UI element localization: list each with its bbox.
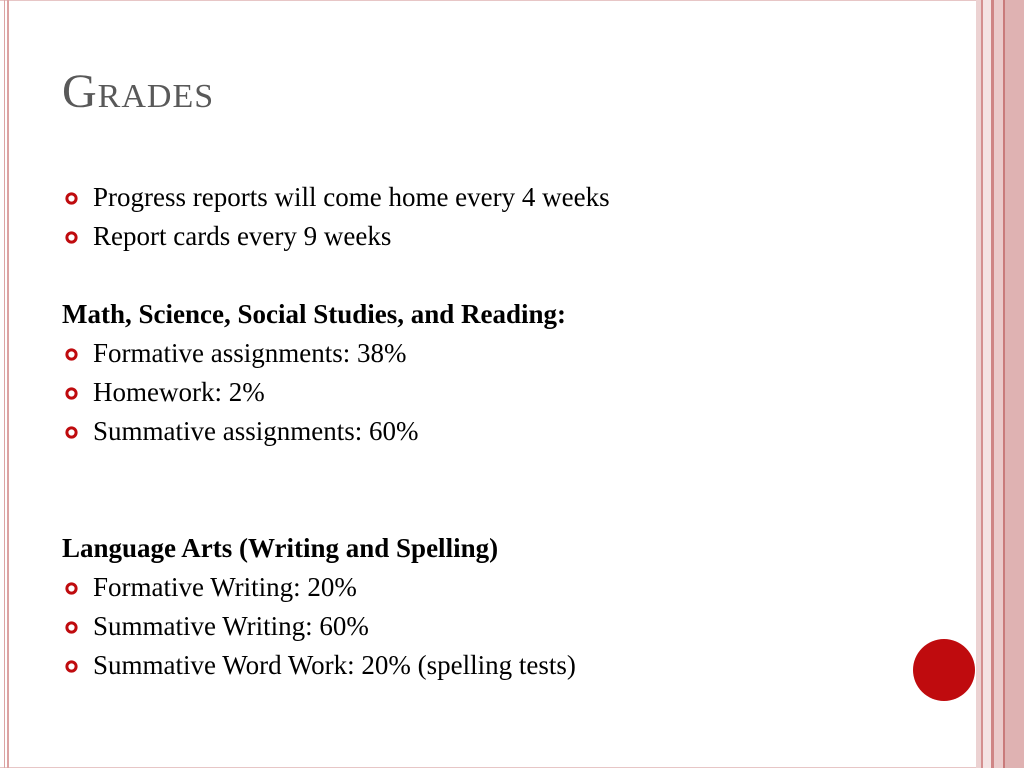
bullet-item (62, 373, 902, 412)
blank-line (62, 490, 902, 529)
bullet-item (62, 412, 902, 451)
bullet-item (62, 568, 902, 607)
blank-line (62, 451, 902, 490)
bullet-text: Summative assignments: 60% (93, 416, 419, 446)
section-heading: Math, Science, Social Studies, and Reading: (62, 299, 567, 329)
stripe (994, 0, 1003, 768)
bullet-text: Formative assignments: 38% (93, 338, 407, 368)
bullet-text: Summative Writing: 60% (93, 611, 369, 641)
ring-bullet-icon (65, 582, 78, 595)
bullet-item (62, 646, 902, 685)
left-border-line (4, 0, 5, 768)
bullet-item (62, 217, 902, 256)
stripe (1005, 0, 1024, 768)
slide-title: Grades (62, 65, 215, 118)
slide-top-border (0, 0, 1024, 1)
ring-bullet-icon (65, 192, 78, 205)
ring-bullet-icon (65, 348, 78, 361)
ring-bullet-icon (65, 231, 78, 244)
bullet-text: Homework: 2% (93, 377, 265, 407)
bullet-item (62, 607, 902, 646)
blank-line (62, 256, 902, 295)
ring-bullet-icon (65, 387, 78, 400)
ring-bullet-icon (65, 426, 78, 439)
stripe (983, 0, 991, 768)
bullet-item (62, 178, 902, 217)
right-decorative-stripes (976, 0, 1024, 768)
bullet-item (62, 334, 902, 373)
section-heading: Language Arts (Writing and Spelling) (62, 533, 499, 563)
ring-bullet-icon (65, 660, 78, 673)
bullet-text: Report cards every 9 weeks (93, 221, 392, 251)
bullet-text: Formative Writing: 20% (93, 572, 357, 602)
slide-body (62, 178, 902, 685)
slide-left-border (0, 0, 9, 768)
bullet-text: Summative Word Work: 20% (spelling tests) (93, 650, 576, 680)
ring-bullet-icon (65, 621, 78, 634)
decorative-red-circle (913, 639, 975, 701)
bullet-text: Progress reports will come home every 4 weeks (93, 182, 610, 212)
